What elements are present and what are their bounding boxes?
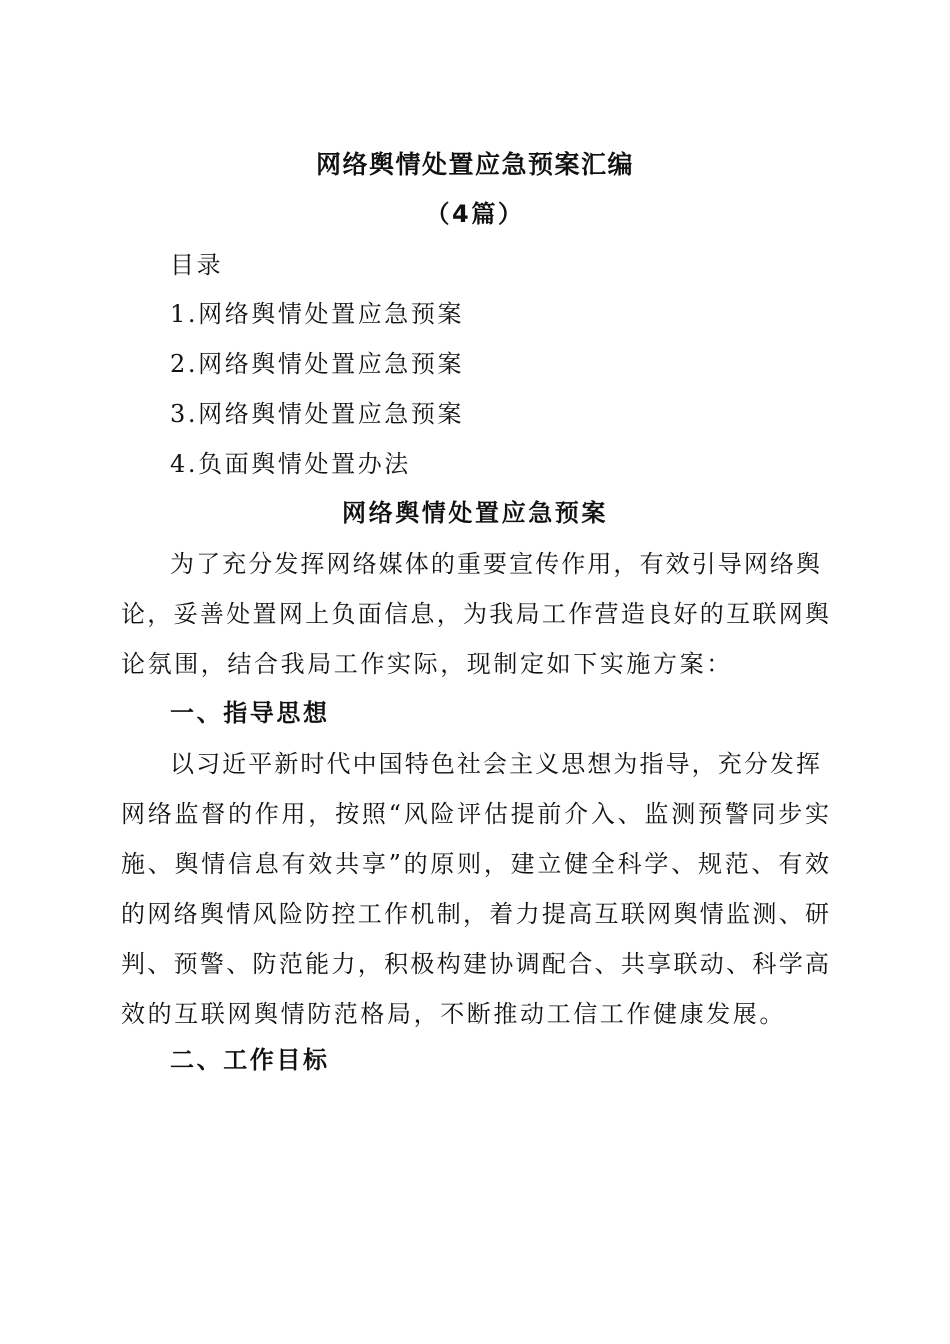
guidance-line-4: 的网络舆情风险防控工作机制，着力提高互联网舆情监测、研 [121,900,829,928]
document-title: 网络舆情处置应急预案汇编 [315,150,634,179]
toc-item-3: 3.网络舆情处置应急预案 [170,400,465,428]
guidance-line-2: 网络监督的作用，按照“风险评估提前介入、监测预警同步实 [121,800,829,828]
guidance-line-3: 施、舆情信息有效共享”的原则，建立健全科学、规范、有效 [121,850,829,878]
toc-item-4: 4.负面舆情处置办法 [170,450,411,478]
heading-work-goals: 二、工作目标 [170,1046,330,1074]
heading-guiding-ideology: 一、指导思想 [170,699,330,727]
guidance-line-5: 判、预警、防范能力，积极构建协调配合、共享联动、科学高 [121,950,829,978]
intro-line-1: 为了充分发挥网络媒体的重要宣传作用，有效引导网络舆 [170,550,820,578]
document-subtitle: （4篇） [425,200,525,228]
toc-item-1: 1.网络舆情处置应急预案 [170,300,465,328]
intro-line-2: 论，妥善处置网上负面信息，为我局工作营造良好的互联网舆 [121,600,829,628]
toc-item-2: 2.网络舆情处置应急预案 [170,350,465,378]
intro-line-3: 论氛围，结合我局工作实际，现制定如下实施方案： [121,650,733,678]
guidance-line-6: 效的互联网舆情防范格局，不断推动工信工作健康发展。 [121,1000,786,1028]
toc-heading: 目录 [170,251,224,279]
section-title: 网络舆情处置应急预案 [342,499,608,527]
guidance-line-1: 以习近平新时代中国特色社会主义思想为指导，充分发挥 [170,750,820,778]
